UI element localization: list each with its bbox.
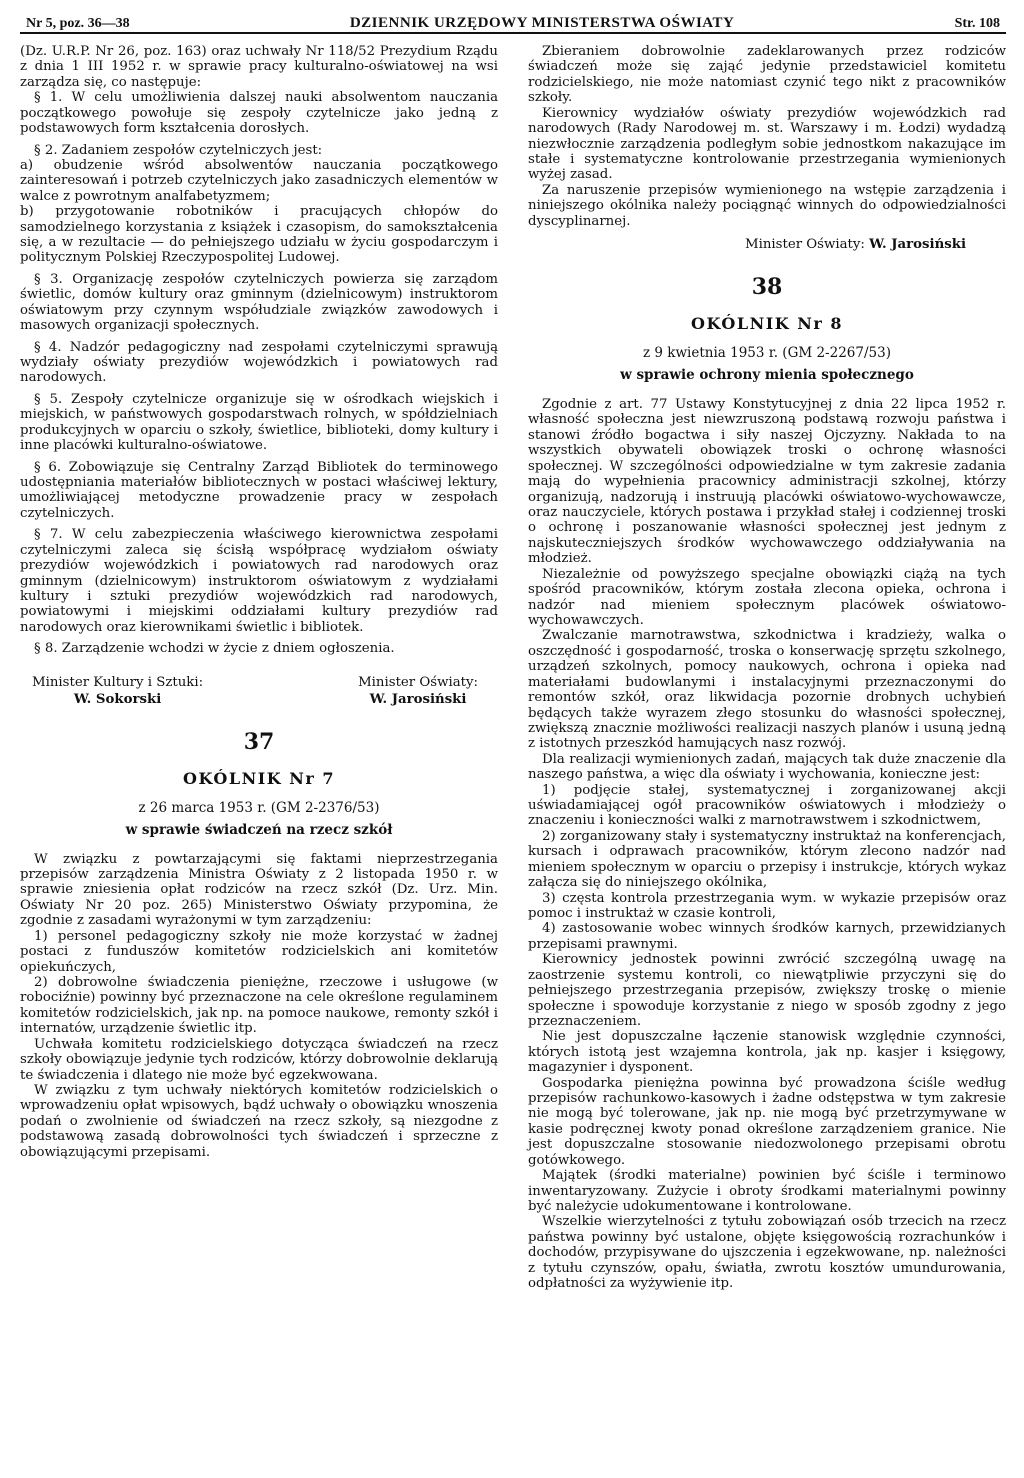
paragraph: § 2. Zadaniem zespołów czytelniczych jest: [34,142,323,158]
paragraph: § 1. W celu umożliwienia dalszej nauki absolwentom nauczania początkowego powołuje się zespoły czytelnicze jako jedną z podstawowych form kształcenia dorosłych. [20,90,498,137]
paragraph: 3) częsta kontrola przestrzegania wym. w wykazie przepisów oraz pomoc i instruktaż w czasie kontroli, [528,890,1006,921]
page-number: Str. 108 [954,16,1000,31]
paragraph: 1) personel pedagogiczny szkoły nie może korzystać w żadnej postaci z funduszów komitetów rodzicielskich ani komitetów opiekuńczych, [20,928,498,975]
paragraph: § 4. Nadzór pedagogiczny nad zespołami czytelniczymi sprawują wydziały oświaty prezydiów wojewódzkich i powiatowych rad narodowych. [20,339,498,386]
paragraph: Kierownicy jednostek powinni zwrócić szczególną uwagę na zaostrzenie systemu kontroli, co niewątpliwie przyczyni się do pełniejszego przestrzegania przepisów, zwiększy troskę o mienie społeczne i spowoduje korzystanie z niego w sposób zgodny z jego przeznaczeniem. [528,952,1006,1029]
paragraph: W związku z powtarzającymi się faktami nieprzestrzegania przepisów zarządzenia Ministra Oświaty z 2 listopada 1950 r. w sprawie zniesienia opłat rodziców na rzecz szkół (Dz. Urz. Min. Oświaty Nr 20 poz. 265) Ministerstwo Oświaty przypomina, że zgodnie z zasadami wyrażonymi w tym zarządzeniu: [20,851,498,929]
signature-education-minister [358,675,478,707]
circular-subject: w sprawie świadczeń na rzecz szkół [125,821,393,838]
paragraph: Uchwała komitetu rodzicielskiego dotycząca świadczeń na rzecz szkoły obowiązuje jedynie tych rodziców, którzy dobrowolnie deklarują te świadczenia i dlatego nie może być egzekwowana. [20,1036,498,1083]
paragraph: § 6. Zobowiązuje się Centralny Zarząd Bibliotek do terminowego udostępniania materiałów bibliotecznych w postaci właściwej lektury, umożliwiającej metodyczne prowadzenie pracy w zespołach czytelniczych. [20,459,498,521]
signature-name: W. Jarosiński [369,691,467,707]
paragraph: 4) zastosowanie wobec winnych środków karnych, przewidzianych przepisami prawnymi. [528,921,1006,952]
paragraph: Wszelkie wierzytelności z tytułu zobowiązań osób trzecich na rzecz państwa powinny być ustalone, objęte księgowością rozrachunków i dochodów, przypisywane do ujszczenia i egzekwowane, np. należności z tytułu czynszów, opału, światła, zwrotu kosztów umundurowania, odpłatności za wyżywienie itp. [528,1214,1006,1292]
text-columns [20,44,1006,1292]
paragraph: (Dz. U.R.P. Nr 26, poz. 163) oraz uchwały Nr 118/52 Prezydium Rządu z dnia 1 III 1952 r. w sprawie pracy kulturalno-oświatowej na wsi zarządza się, co następuje: [20,44,498,90]
paragraph: Niezależnie od powyższego specjalne obowiązki ciążą na tych spośród pracowników, którym została zlecona opieka, ochrona i nadzór nad mieniem społecznym placówek oświatowo-wychowawczych. [528,566,1006,628]
circular-date: z 26 marca 1953 r. (GM 2-2376/53) [138,799,380,816]
paragraph: a) obudzenie wśród absolwentów nauczania początkowego zainteresowań i potrzeb czytelniczych jako zasadniczych elementów w walce z powrotnym analfabetyzmem; [20,157,498,204]
signature-role: Minister Oświaty: [358,674,478,690]
signature-role: Minister Kultury i Sztuki: [32,674,204,690]
paragraph: § 8. Zarządzenie wchodzi w życie z dniem ogłoszenia. [34,641,395,657]
paragraph: § 5. Zespoły czytelnicze organizuje się w ośrodkach wiejskich i miejskich, w państwowych gospodarstwach rolnych, w spółdzielniach produkcyjnych w oparciu o szkoły, świetlice, biblioteki, domy kultury i inne placówki kulturalno-oświatowe. [20,391,498,454]
paragraph: Zwalczanie marnotrawstwa, szkodnictwa i kradzieży, walka o oszczędność i gospodarność, troska o konserwację sprzętu szkolnego, urządzeń szkolnych, pomocy naukowych, ochrona i opieka nad materiałami budowlanymi i instalacyjnymi przeznaczonymi do remontów szkół, oraz likwidacja pozornie drobnych uchybień będących także wyrazem złego stosunku do własności społecznej, zwiększą znacznie możliwości realizacji naszych planów i usuną jedną z istotnych przeszkód hamujących nasz rozwój. [528,628,1006,752]
signature-name: W. Jarosiński [869,237,966,253]
item-number: 37 [243,728,275,755]
paragraph: b) przygotowanie robotników i pracujących chłopów do samodzielnego korzystania z książek i czasopism, do samokształcenia się, a w rezultacie — do pełniejszego udziału w życiu gospodarczym i politycznym Polskiej Rzeczypospolitej Ludowej. [20,204,498,266]
paragraph: 2) dobrowolne świadczenia pieniężne, rzeczowe i usługowe (w robociźnie) powinny być przeznaczone na cele określone regulaminem komitetów rodzicielskich, jak np. na pomoce naukowe, remonty szkół i internatów, urządzenie świetlic itp. [20,974,498,1037]
paragraph: § 3. Organizację zespołów czytelniczych powierza się zarządom świetlic, domów kultury oraz gminnym (dzielnicowym) instruktorom oświatowym przy czynnym współudziale związków zawodowych i masowych organizacji społecznych. [20,271,498,334]
signature-education-minister [528,237,966,252]
paragraph: Kierownicy wydziałów oświaty prezydiów wojewódzkich rad narodowych (Rady Narodowej m. st. Warszawy i m. Łodzi) wydadzą niezwłocznie zarządzenia podległym sobie jednostkom nakazujące im stałe i systematyczne kontrolowanie przestrzegania wymienionych wyżej zasad. [528,105,1006,183]
journal-title: DZIENNIK URZĘDOWY MINISTERSTWA OŚWIATY [349,15,735,31]
paragraph: Majątek (środki materialne) powinien być ściśle i terminowo inwentaryzowany. Zużycie i obroty środkami materialnymi powinny być należycie udokumentowane i kontrolowane. [528,1168,1006,1214]
circular-date: z 9 kwietnia 1953 r. (GM 2-2267/53) [643,345,891,362]
paragraph: Dla realizacji wymienionych zadań, mających tak duże znaczenie dla naszego państwa, a więc dla oświaty i wychowania, konieczne jest: [528,751,1006,783]
paragraph: Zbieraniem dobrowolnie zadeklarowanych przez rodziców świadczeń może się zająć jedynie przedstawiciel komitetu rodzicielskiego, nie może natomiast czynić tego nikt z pracowników szkoły. [528,44,1006,106]
signature-culture-minister [32,675,203,707]
paragraph: Zgodnie z art. 77 Ustawy Konstytucyjnej z dnia 22 lipca 1952 r. własność społeczna jest niewzruszoną podstawą rozwoju państwa i stanowi źródło bogactwa i siły naszej Ojczyzny. Nakłada to na wszystkich obywateli obowiązek troski o ochronę własności społecznej. W szczególności odpowiedzialne w tym zakresie zadania mają do wypełnienia pracownicy administracji szkolnej, którzy organizują, nadzorują i instruują placówki oświatowo-wychowawcze, oraz nauczyciele, których postawa i przykład stałej i codziennej troski o ochronę i poszanowanie własności społecznej jest jednym z najskuteczniejszych środków wychowawczego oddziaływania na młodzież. [528,397,1006,567]
right-column [528,44,1006,1292]
paragraph: Nie jest dopuszczalne łączenie stanowisk względnie czynności, których istotą jest wzajemna kontrola, jak np. kasjer i księgowy, magazynier i dysponent. [528,1029,1006,1076]
page-header [20,6,1006,34]
circular-subject: w sprawie ochrony mienia społecznego [620,367,914,384]
paragraph: 2) zorganizowany stały i systematyczny instruktaż na konferencjach, kursach i odprawach pracowników, którym zlecono nadzór nad mieniem społecznym w oparciu o przepisy i instrukcje, których wykaz załącza się do niniejszego okólnika, [528,828,1006,891]
paragraph: W związku z tym uchwały niektórych komitetów rodzicielskich o wprowadzeniu opłat wpisowych, bądź uchwały o obowiązku wnoszenia podań o zwolnienie od świadczeń na rzecz szkoły, są niezgodne z podstawową zasadą dobrowolności tych świadczeń i sprzeczne z obowiązującymi przepisami. [20,1082,498,1160]
circular-title: OKÓLNIK Nr 8 [691,314,843,334]
signatures [20,675,498,707]
signature-name: W. Sokorski [73,691,162,707]
paragraph: § 7. W celu zabezpieczenia właściwego kierownictwa zespołami czytelniczymi zaleca się ścisłą współpracę wydziałom oświaty prezydiów wojewódzkich i powiatowych rad narodowych oraz gminnym (dzielnicowym) instruktorom oświatowym z wydziałami kultury i sztuki prezydiów wojewódzkich rad narodowych, powiatowymi i miejskimi oddziałami kultury prezydiów rad narodowych oraz kierownikami świetlic i bibliotek. [20,527,498,635]
issue-number: Nr 5, poz. 36—38 [26,16,130,31]
circular-title: OKÓLNIK Nr 7 [183,768,335,788]
paragraph: Za naruszenie przepisów wymienionego na wstępie zarządzenia i niniejszego okólnika należy pociągnąć winnych do odpowiedzialności dyscyplinarnej. [528,182,1006,229]
item-number: 38 [751,274,783,301]
signature-role: Minister Oświaty: [744,237,865,253]
paragraph: Gospodarka pieniężna powinna być prowadzona ściśle według przepisów rachunkowo-kasowych i żadne odstępstwa w tym zakresie nie mogą być tolerowane, jak np. nie mogą być przetrzymywane w kasie podręcznej kwoty ponad określone zarządzeniem granice. Nie jest dopuszczalne stosowanie niedozwolonego przepisami obrotu gotówkowego. [528,1075,1006,1168]
left-column [20,44,498,1292]
paragraph: 1) podjęcie stałej, systematycznej i zorganizowanej akcji uświadamiającej ogół pracowników oświatowych i młodzieży o znaczeniu i konieczności walki z marnotrawstwem i szkodnictwem, [528,782,1006,829]
